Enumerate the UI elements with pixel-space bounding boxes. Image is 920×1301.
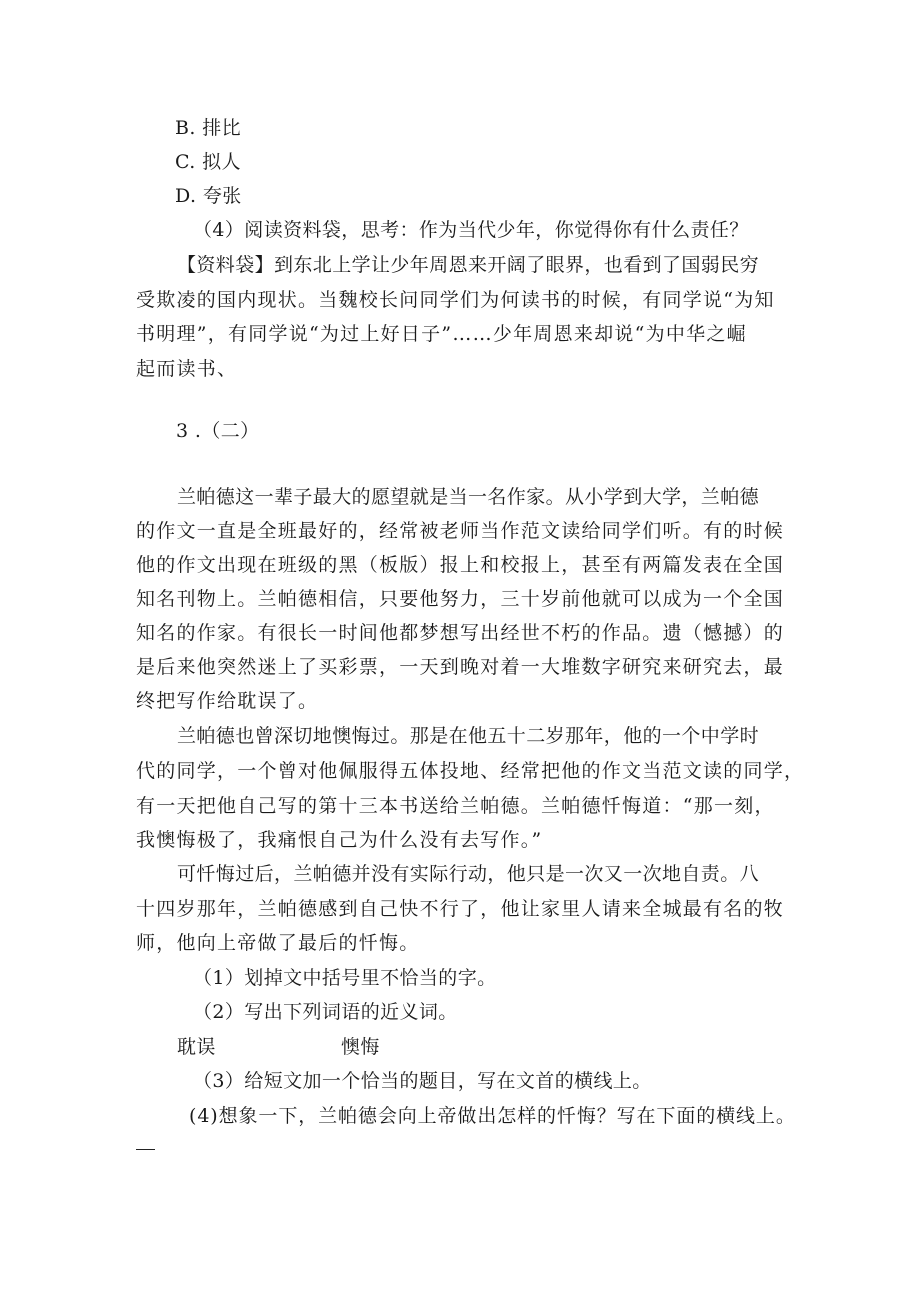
- material-line-2: 受欺凌的国内现状。当魏校长问同学们为何读书的时候，有同学说“为知: [136, 289, 775, 311]
- passage-p3-line-3: 师，他向上帝做了最后的忏悔。: [136, 932, 420, 954]
- option-c: C. 拟人: [175, 151, 241, 173]
- synonym-words-row: [177, 1033, 827, 1061]
- passage-p3-line-1: 可忏悔过后，兰帕德并没有实际行动，他只是一次又一次地自责。八: [177, 863, 760, 885]
- synonym-word-2: 懊悔: [341, 1036, 380, 1058]
- passage-p3-line-2: 十四岁那年，兰帕德感到自己快不行了，他让家里人请来全城最有名的牧: [136, 898, 785, 920]
- material-line-3: 书明理”，有同学说“为过上好日子”……少年周恩来却说“为中华之崛: [136, 323, 747, 345]
- answer-blank-line[interactable]: [136, 1149, 155, 1150]
- passage-p1-line-1: 兰帕德这一辈子最大的愿望就是当一名作家。从小学到大学，兰帕德: [177, 486, 760, 508]
- question-3: （3）给短文加一个恰当的题目，写在文首的横线上。: [193, 1070, 652, 1092]
- passage-p1-line-3: 他的作文出现在班级的黑（板版）报上和校报上，甚至有两篇发表在全国: [136, 554, 785, 576]
- question-2: （2）写出下列词语的近义词。: [193, 1001, 458, 1023]
- passage-p1-line-7: 终把写作给耽误了。: [136, 690, 319, 712]
- passage-p1-line-6: 是后来他突然迷上了买彩票，一天到晚对着一大堆数字研究来研究去，最: [136, 656, 785, 678]
- passage-p1-line-2: 的作文一直是全班最好的，经常被老师当作范文读给同学们听。有的时候: [136, 520, 785, 542]
- passage-p1-line-5: 知名的作家。有很长一时间他都梦想写出经世不朽的作品。遗（憾撼）的: [136, 622, 785, 644]
- question-4: (4)想象一下，兰帕德会向上帝做出怎样的忏悔？写在下面的横线上。: [189, 1105, 796, 1127]
- section-3-heading: 3 .（二）: [176, 420, 260, 442]
- material-line-1: 【资料袋】到东北上学让少年周恩来开阔了眼界，也看到了国弱民穷: [177, 254, 760, 276]
- synonym-word-1: 耽误: [177, 1036, 216, 1058]
- question-1: （1）划掉文中括号里不恰当的字。: [193, 967, 497, 989]
- material-line-4: 起而读书、: [136, 358, 238, 380]
- passage-p2-line-3: 有一天把他自己写的第十三本书送给兰帕德。兰帕德忏悔道：“那一刻，: [136, 795, 775, 817]
- passage-p2-line-4: 我懊悔极了，我痛恨自己为什么没有去写作。”: [136, 829, 543, 851]
- question-4-prompt: （4）阅读资料袋，思考：作为当代少年，你觉得你有什么责任？: [193, 219, 749, 241]
- option-d: D. 夸张: [175, 185, 242, 207]
- passage-p2-line-1: 兰帕德也曾深切地懊悔过。那是在他五十二岁那年，他的一个中学时: [177, 725, 760, 747]
- passage-p1-line-4: 知名刊物上。兰帕德相信，只要他努力，三十岁前他就可以成为一个全国: [136, 588, 785, 610]
- passage-p2-line-2: 代的同学，一个曾对他佩服得五体投地、经常把他的作文当范文读的同学，: [136, 760, 805, 782]
- option-b: B. 排比: [175, 117, 242, 139]
